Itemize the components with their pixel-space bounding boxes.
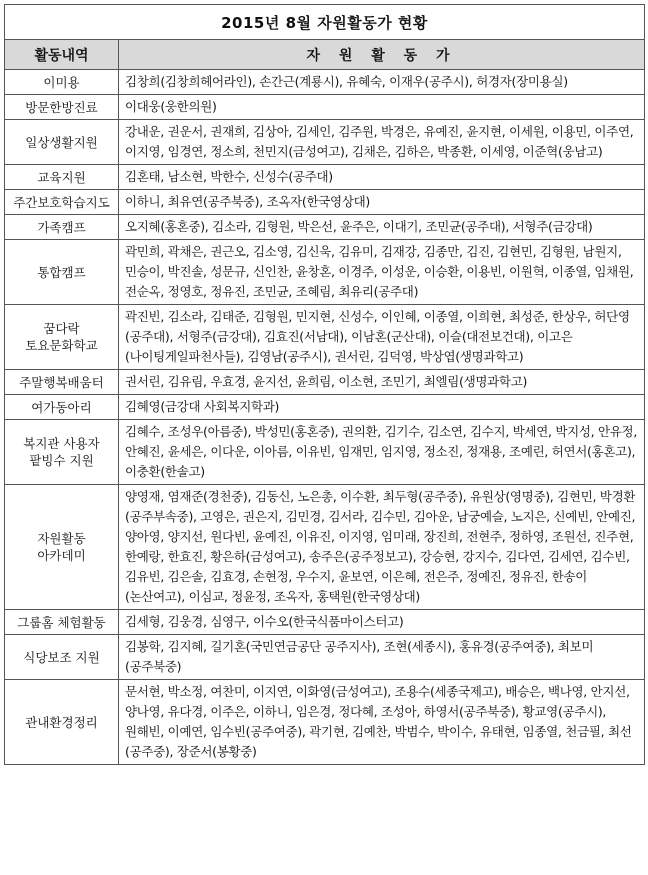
volunteers-cell: 권서린, 김유림, 우효경, 윤지선, 윤희림, 이소현, 조민기, 최엘림(생명과학고) <box>119 370 645 395</box>
header-row <box>5 40 645 70</box>
activity-cell: 일상생활지원 <box>5 120 119 165</box>
volunteer-table <box>4 4 645 765</box>
table-row <box>5 635 645 680</box>
volunteers-cell: 문서현, 박소정, 여찬미, 이지연, 이화영(금성여고), 조용수(세종국제고), 배승은, 백나영, 안지선, 양나영, 유다경, 이주은, 이하니, 임은경, 정다혜, 조성아, 하영서(공주북중), 황교영(공주시), 원해빈, 이예연, 임수빈(공주여중), 곽기현, 김예찬, 박범수, 박이수, 유태현, 임종열, 천금필, 최선(공주중), 장준서(봉황중) <box>119 680 645 765</box>
activity-cell: 복지관 사용자 팥빙수 지원 <box>5 420 119 485</box>
activity-cell: 통합캠프 <box>5 240 119 305</box>
activity-cell: 관내환경정리 <box>5 680 119 765</box>
table-title: 2015년 8월 자원활동가 현황 <box>5 5 645 40</box>
table-row <box>5 70 645 95</box>
volunteers-cell: 김혜영(금강대 사회복지학과) <box>119 395 645 420</box>
column-header-activity: 활동내역 <box>5 40 119 70</box>
volunteers-cell: 양영재, 염재준(경천중), 김동신, 노은총, 이수환, 최두형(공주중), 유원상(영명중), 김현민, 박경환(공주부속중), 고영은, 권은지, 김민경, 김서라, 김수민, 김아운, 남궁예슬, 노지은, 신예빈, 안예진, 양아영, 양지선, 원다빈, 윤예진, 이유진, 이지영, 임미래, 장진희, 전현주, 정하영, 조원선, 진주현, 한예랑, 한효진, 황은하(금성여고), 송주은(공주정보고), 강승현, 강지수, 김다연, 김세연, 김수빈, 김유빈, 김은솔, 김효경, 손현정, 우수지, 윤보연, 이은혜, 전은주, 정예진, 정유진, 한송이(논산여고), 이심교, 정윤정, 조옥자, 홍택원(한국영상대) <box>119 485 645 610</box>
table-row <box>5 190 645 215</box>
activity-cell: 식당보조 지원 <box>5 635 119 680</box>
volunteers-cell: 김봉학, 김지혜, 길기혼(국민연금공단 공주지사), 조현(세종시), 홍유경(공주여중), 최보미(공주북중) <box>119 635 645 680</box>
table-row <box>5 680 645 765</box>
volunteers-cell: 김혼태, 남소현, 박한수, 신성수(공주대) <box>119 165 645 190</box>
activity-cell: 이미용 <box>5 70 119 95</box>
activity-cell: 방문한방진료 <box>5 95 119 120</box>
activity-cell: 자원활동 아카데미 <box>5 485 119 610</box>
table-row <box>5 215 645 240</box>
volunteer-status-document <box>4 4 644 765</box>
activity-cell: 그룹홈 체험활동 <box>5 610 119 635</box>
volunteers-cell: 이대웅(웅한의원) <box>119 95 645 120</box>
table-row <box>5 305 645 370</box>
volunteers-cell: 곽진빈, 김소라, 김태준, 김형원, 민지현, 신성수, 이인혜, 이종열, 이희현, 최성준, 한상우, 허단영(공주대), 서형주(금강대), 김효진(서남대), 이남혼(군산대), 이슬(대전보건대), 이고은(나이팅게일파천사들), 김영남(공주시), 권서린, 김덕영, 박상엽(생명과학고) <box>119 305 645 370</box>
activity-cell: 교육지원 <box>5 165 119 190</box>
volunteers-cell: 김창희(김창희헤어라인), 손간근(계룡시), 유혜숙, 이재우(공주시), 허경자(장미용실) <box>119 70 645 95</box>
volunteers-cell: 오지혜(홍혼중), 김소라, 김형원, 박은선, 윤주은, 이대기, 조민균(공주대), 서형주(금강대) <box>119 215 645 240</box>
table-row <box>5 485 645 610</box>
activity-cell: 주간보호학습지도 <box>5 190 119 215</box>
activity-cell: 꿈다락 토요문화학교 <box>5 305 119 370</box>
volunteers-cell: 곽민희, 곽채은, 권근오, 김소영, 김신욱, 김유미, 김재강, 김종만, 김진, 김현민, 김형원, 남원지, 민승이, 박진솔, 성문규, 신인찬, 윤창혼, 이경주, 이성운, 이승환, 이용빈, 이원혁, 이종열, 임채원, 전순옥, 정영호, 정유진, 조민균, 조혜림, 최유리(공주대) <box>119 240 645 305</box>
table-row <box>5 610 645 635</box>
activity-cell: 가족캠프 <box>5 215 119 240</box>
activity-cell: 여가동아리 <box>5 395 119 420</box>
table-row <box>5 395 645 420</box>
table-row <box>5 120 645 165</box>
table-row <box>5 165 645 190</box>
volunteers-cell: 이하니, 최유연(공주북중), 조옥자(한국영상대) <box>119 190 645 215</box>
table-row <box>5 95 645 120</box>
activity-cell: 주말행복배움터 <box>5 370 119 395</box>
table-row <box>5 240 645 305</box>
title-row <box>5 5 645 40</box>
volunteers-cell: 강내운, 권운서, 권재희, 김상아, 김세인, 김주원, 박경은, 유예진, 윤지현, 이세원, 이용민, 이주연, 이지영, 임경연, 정소희, 천민지(금성여고), 김채은, 김하은, 박종환, 이세영, 이준혁(웅남고) <box>119 120 645 165</box>
column-header-volunteers: 자 원 활 동 가 <box>119 40 645 70</box>
table-row <box>5 370 645 395</box>
table-row <box>5 420 645 485</box>
volunteers-cell: 김세형, 김웅경, 심영구, 이수오(한국식품마이스터고) <box>119 610 645 635</box>
volunteers-cell: 김혜수, 조성우(아름중), 박성민(홍혼중), 권의환, 김기수, 김소연, 김수지, 박세연, 박지성, 안유정, 안혜진, 윤세은, 이다운, 이아름, 이유빈, 임재민, 임지영, 정소진, 정재용, 조예린, 허연서(홍혼고), 이충환(한솔고) <box>119 420 645 485</box>
